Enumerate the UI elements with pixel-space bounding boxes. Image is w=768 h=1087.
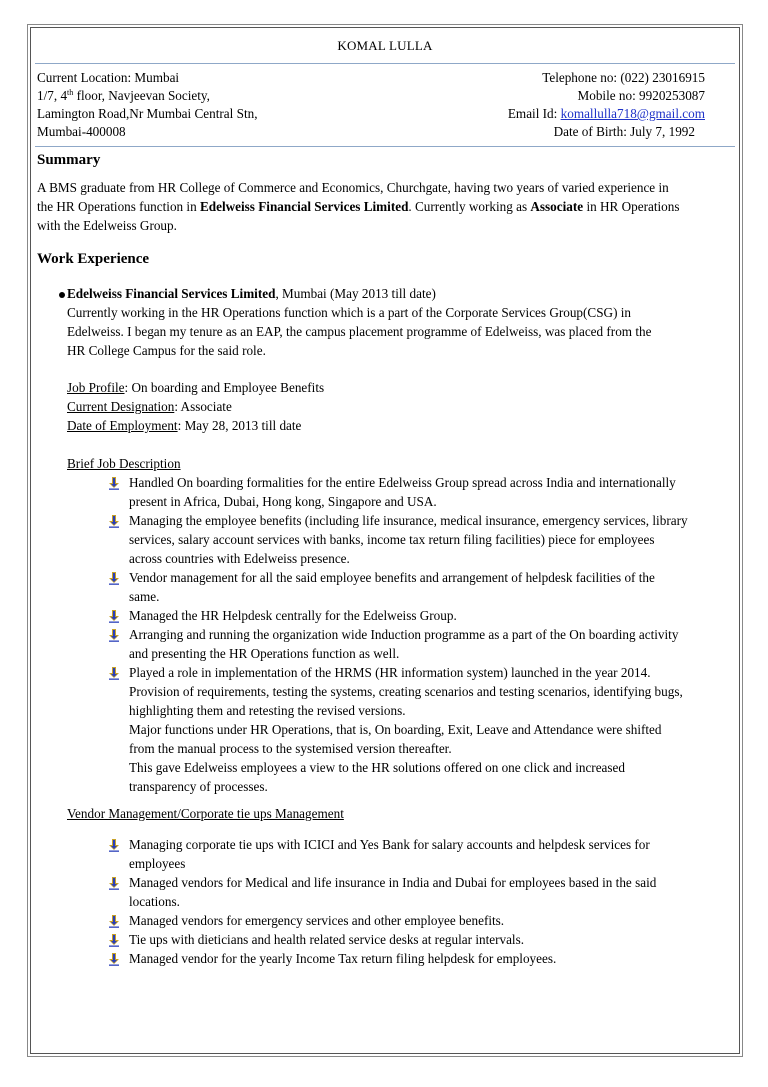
list-item: Handled On boarding formalities for the entire Edelweiss Group spread across India and internationally present in Africa, Dubai, Hong kong, Singapore and USA. xyxy=(103,473,733,511)
list-item: Managed vendors for Medical and life insurance in India and Dubai for employees based in the said locations. xyxy=(103,873,733,911)
summary-heading: Summary xyxy=(37,152,101,168)
list-item: Managed vendor for the yearly Income Tax return filing helpdesk for employees. xyxy=(103,949,733,968)
company-entry xyxy=(67,284,733,360)
arrow-down-bullet-icon xyxy=(107,838,121,852)
address-block xyxy=(37,69,258,141)
bullet-dot xyxy=(59,292,65,298)
summary-line: A BMS graduate from HR College of Commerce and Economics, Churchgate, having two years of varied experience in xyxy=(37,180,669,195)
resume-page xyxy=(30,27,740,1054)
telephone: Telephone no: (022) 23016915 xyxy=(542,70,705,85)
arrow-down-bullet-icon xyxy=(107,914,121,928)
brief-job-description-list xyxy=(103,473,733,796)
current-location: Current Location: Mumbai xyxy=(37,70,180,85)
current-designation: Current Designation: Associate xyxy=(67,399,232,414)
summary-text xyxy=(37,178,733,235)
candidate-name: KOMAL LULLA xyxy=(337,38,433,53)
arrow-down-bullet-icon xyxy=(107,476,121,490)
vendor-management-list xyxy=(103,835,733,968)
address-line-2: Lamington Road,Nr Mumbai Central Stn, xyxy=(37,106,258,121)
arrow-down-bullet-icon xyxy=(107,514,121,528)
arrow-down-bullet-icon xyxy=(107,933,121,947)
job-details xyxy=(67,378,733,435)
list-item: Vendor management for all the said employee benefits and arrangement of helpdesk facilities of the same. xyxy=(103,568,733,606)
intro-line: Edelweiss. I began my tenure as an EAP, the campus placement programme of Edelweiss, was placed from the xyxy=(67,324,652,339)
summary-line: the HR Operations function in Edelweiss Financial Services Limited. Currently working as Associate in HR Operations xyxy=(37,199,680,214)
list-item: Managed vendors for emergency services and other employee benefits. xyxy=(103,911,733,930)
list-item: Arranging and running the organization wide Induction programme as a part of the On boarding activity and presenting the HR Operations function as well. xyxy=(103,625,733,663)
arrow-down-bullet-icon xyxy=(107,628,121,642)
brief-job-description-heading: Brief Job Description xyxy=(67,456,181,471)
arrow-down-bullet-icon xyxy=(107,952,121,966)
vendor-management-heading: Vendor Management/Corporate tie ups Management xyxy=(67,806,344,821)
work-experience-heading: Work Experience xyxy=(37,251,150,267)
arrow-down-bullet-icon xyxy=(107,876,121,890)
company-intro xyxy=(67,303,733,360)
header-rule-bottom xyxy=(35,146,735,147)
email-line: Email Id: komallulla718@gmail.com xyxy=(507,106,705,121)
address-line-1: 1/7, 4th floor, Navjeevan Society, xyxy=(37,88,210,103)
list-item: Played a role in implementation of the HRMS (HR information system) launched in the year 2014. Provision of requirements, testing the systems, creating scenarios and testing scenarios, identifying bugs, highlighting them and retesting the revised versions. Major functions under HR Operations, that is, On boarding, Exit, Leave and Attendance were shifted from the manual process to the systemised version thereafter. This gave Edelweiss employees a view to the HR solutions offered on one click and increased transparency of processes. xyxy=(103,663,733,796)
list-item: Tie ups with dieticians and health related service desks at regular intervals. xyxy=(103,930,733,949)
list-item: Managed the HR Helpdesk centrally for the Edelweiss Group. xyxy=(103,606,733,625)
summary-line: with the Edelweiss Group. xyxy=(37,218,177,233)
intro-line: HR College Campus for the said role. xyxy=(67,343,266,358)
list-item: Managing corporate tie ups with ICICI and Yes Bank for salary accounts and helpdesk services for employees xyxy=(103,835,733,873)
date-of-employment: Date of Employment: May 28, 2013 till date xyxy=(67,418,302,433)
date-of-birth: Date of Birth: July 7, 1992 xyxy=(553,124,695,139)
list-item: Managing the employee benefits (including life insurance, medical insurance, emergency services, library services, salary account services with banks, income tax return filing facilities) piece for employees across countries with Edelweiss presence. xyxy=(103,511,733,568)
contact-block xyxy=(508,69,705,141)
address-line-3: Mumbai-400008 xyxy=(37,124,126,139)
intro-line: Currently working in the HR Operations function which is a part of the Corporate Services Group(CSG) in xyxy=(67,305,632,320)
arrow-down-bullet-icon xyxy=(107,609,121,623)
job-profile: Job Profile: On boarding and Employee Benefits xyxy=(67,380,325,395)
company-line: Edelweiss Financial Services Limited, Mumbai (May 2013 till date) xyxy=(67,286,436,301)
mobile: Mobile no: 9920253087 xyxy=(577,88,705,103)
arrow-down-bullet-icon xyxy=(107,571,121,585)
header-rule-top xyxy=(35,63,735,64)
arrow-down-bullet-icon xyxy=(107,666,121,680)
email-link[interactable]: komallulla718@gmail.com xyxy=(560,106,705,121)
